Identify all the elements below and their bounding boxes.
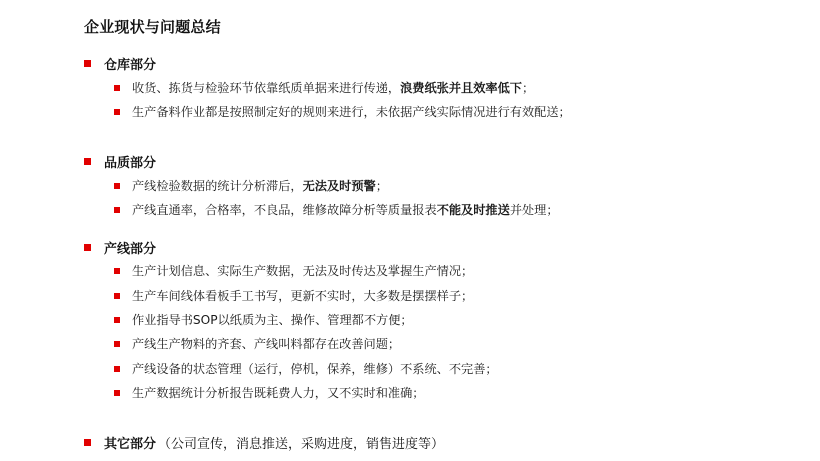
list-item	[114, 177, 388, 194]
square-bullet-icon	[84, 158, 91, 165]
square-bullet-icon	[114, 109, 120, 115]
item-emphasis: 浪费纸张并且效率低下	[400, 81, 522, 95]
square-bullet-icon	[114, 390, 120, 396]
list-item	[114, 201, 559, 218]
item-tail: ；	[375, 179, 388, 193]
list-item	[114, 384, 425, 401]
section-heading-label: 仓库部分	[104, 58, 157, 73]
item-tail: 并处理；	[509, 203, 559, 217]
square-bullet-icon	[84, 244, 91, 251]
list-item	[114, 287, 473, 304]
item-text: 产线直通率，合格率，不良品，维修故障分析等质量报表	[132, 203, 437, 217]
item-text: 生产计划信息、实际生产数据，无法及时传达及掌握生产情况；	[132, 264, 474, 278]
square-bullet-icon	[114, 85, 120, 91]
section-note: （公司宣传，消息推送，采购进度，销售进度等）	[158, 437, 445, 452]
item-text: 生产数据统计分析报告既耗费人力，又不实时和准确；	[132, 386, 425, 400]
item-text: 生产备料作业都是按照制定好的规则来进行，未依据产线实际情况进行有效配送；	[132, 105, 571, 119]
item-text: 收货、拣货与检验环节依靠纸质单据来进行传递，	[132, 81, 401, 95]
list-item	[114, 262, 473, 279]
section-heading-other	[84, 433, 444, 452]
section-heading-label: 产线部分	[104, 242, 157, 257]
list-item	[114, 360, 498, 377]
item-text: 生产车间线体看板手工书写，更新不实时，大多数是摆摆样子；	[132, 289, 474, 303]
square-bullet-icon	[114, 183, 120, 189]
section-heading-quality	[84, 152, 156, 171]
list-item	[114, 103, 571, 120]
list-item	[114, 335, 400, 352]
section-heading-label: 其它部分	[104, 437, 157, 452]
list-item	[114, 311, 413, 328]
section-heading-label: 品质部分	[104, 156, 157, 171]
square-bullet-icon	[114, 207, 120, 213]
square-bullet-icon	[84, 439, 91, 446]
item-emphasis: 不能及时推送	[436, 203, 510, 217]
square-bullet-icon	[114, 293, 120, 299]
section-heading-production-line	[84, 238, 156, 257]
item-text: 作业指导书SOP以纸质为主、操作、管理都不方便；	[132, 313, 413, 327]
list-item	[114, 79, 534, 96]
square-bullet-icon	[114, 341, 120, 347]
square-bullet-icon	[114, 268, 120, 274]
item-text: 产线生产物料的齐套、产线叫料都存在改善问题；	[132, 337, 401, 351]
square-bullet-icon	[114, 366, 120, 372]
item-tail: ；	[522, 81, 535, 95]
square-bullet-icon	[84, 60, 91, 67]
item-emphasis: 无法及时预警	[302, 179, 376, 193]
section-heading-warehouse	[84, 54, 156, 73]
page-title: 企业现状与问题总结	[84, 18, 221, 36]
item-text: 产线设备的状态管理（运行，停机，保养，维修）不系统、不完善；	[132, 362, 498, 376]
item-text: 产线检验数据的统计分析滞后，	[132, 179, 303, 193]
square-bullet-icon	[114, 317, 120, 323]
